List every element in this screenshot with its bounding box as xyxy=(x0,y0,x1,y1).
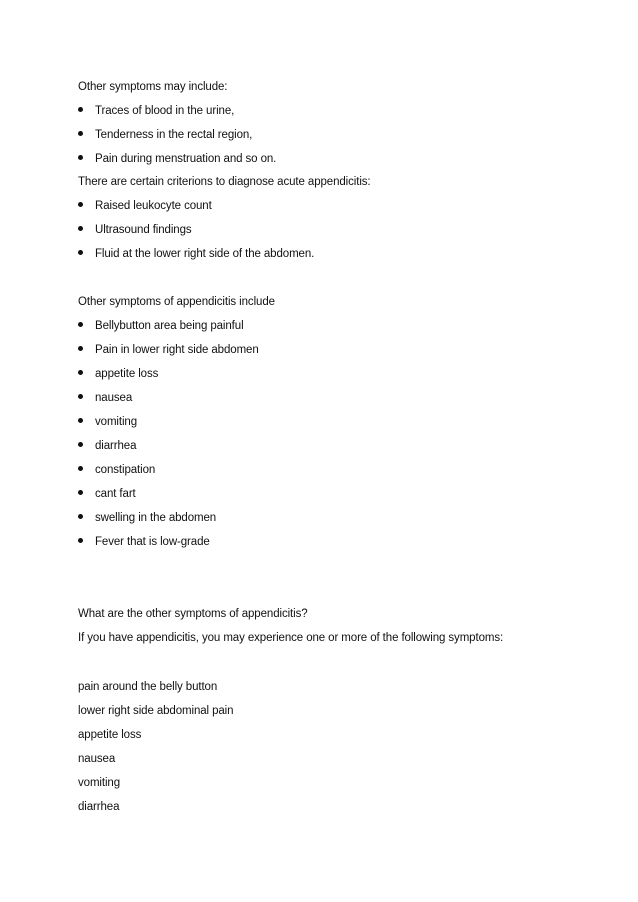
bullet-item: Pain in lower right side abdomen xyxy=(95,344,259,356)
bullet-item: diarrhea xyxy=(95,440,137,452)
bullet-item: Bellybutton area being painful xyxy=(95,320,244,332)
bullet-marker xyxy=(78,466,83,471)
bullet-item: Fever that is low-grade xyxy=(95,536,210,548)
plain-item: appetite loss xyxy=(78,729,142,741)
bullet-marker xyxy=(78,202,83,207)
bullet-item: appetite loss xyxy=(95,368,159,380)
bullet-item: Raised leukocyte count xyxy=(95,200,212,212)
bullet-item: Traces of blood in the urine, xyxy=(95,105,235,117)
bullet-marker xyxy=(78,107,83,112)
plain-item: diarrhea xyxy=(78,801,120,813)
section-intro: Other symptoms may include: xyxy=(78,81,228,93)
bullet-item: nausea xyxy=(95,392,133,404)
bullet-marker xyxy=(78,250,83,255)
bullet-marker xyxy=(78,418,83,423)
bullet-item: swelling in the abdomen xyxy=(95,512,217,524)
bullet-marker xyxy=(78,131,83,136)
bullet-marker xyxy=(78,442,83,447)
bullet-item: Fluid at the lower right side of the abdomen. xyxy=(95,248,315,260)
plain-item: pain around the belly button xyxy=(78,681,218,693)
section-question: What are the other symptoms of appendicitis? xyxy=(78,608,308,620)
bullet-marker xyxy=(78,514,83,519)
bullet-marker xyxy=(78,490,83,495)
bullet-item: vomiting xyxy=(95,416,138,428)
section-intro: Other symptoms of appendicitis include xyxy=(78,296,275,308)
plain-item: nausea xyxy=(78,753,116,765)
bullet-marker xyxy=(78,394,83,399)
bullet-marker xyxy=(78,322,83,327)
plain-item: vomiting xyxy=(78,777,121,789)
bullet-item: Pain during menstruation and so on. xyxy=(95,153,277,165)
bullet-item: Ultrasound findings xyxy=(95,224,192,236)
bullet-marker xyxy=(78,538,83,543)
section-intro: There are certain criterions to diagnose acute appendicitis: xyxy=(78,176,371,188)
bullet-marker xyxy=(78,346,83,351)
section-intro: If you have appendicitis, you may experience one or more of the following symptoms: xyxy=(78,632,504,644)
bullet-marker xyxy=(78,226,83,231)
bullet-marker xyxy=(78,370,83,375)
bullet-item: constipation xyxy=(95,464,156,476)
plain-item: lower right side abdominal pain xyxy=(78,705,234,717)
bullet-item: cant fart xyxy=(95,488,136,500)
bullet-marker xyxy=(78,155,83,160)
bullet-item: Tenderness in the rectal region, xyxy=(95,129,253,141)
